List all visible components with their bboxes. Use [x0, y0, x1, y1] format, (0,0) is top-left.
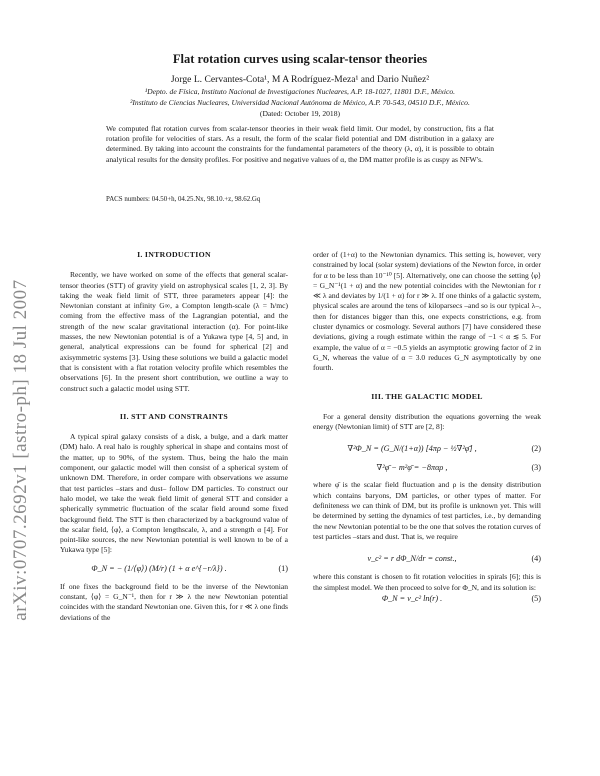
- equation-3-body: ∇²φ̄ − m²φ̄ = −8παρ ,: [376, 463, 448, 473]
- continued-paragraph: order of (1+α) to the Newtonian dynamics. This setting is, however, very constrained by local (solar system) deviations of the Newton force, in order for α to be less than 10⁻¹⁰ [5]. Alternatively, one can choose the setting ⟨φ⟩ = G_N⁻¹(1 + α) and the new potential coincides with the Newtonian for r ≪ λ and deviates by 1/(1 + α) for r ≫ λ. If one thinks of a galactic system, physical scales are around the tens of kiloparsecs –and so is our typical λ–, then for distances bigger than this, one expects constrictions, e.g. from cluster dynamics or cosmology. Several authors [7] have considered these deviations, giving a rough estimate within the range of −1 < α ≲ 5. For example, the value of α = −0.5 yields an asymptotic growing factor of 2 in G_N, whereas the value of α = 3.0 reduces G_N asymptotically by one fourth.: [313, 250, 542, 373]
- affiliation-1: ¹Depto. de Física, Instituto Nacional de Investigaciones Nucleares, A.P. 18-1027, 11801 D.F., México.: [144, 87, 456, 96]
- paper-title: Flat rotation curves using scalar-tensor theories: [172, 52, 428, 66]
- affiliation-2: ²Instituto de Ciencias Nucleares, Universidad Nacional Autónoma de México, A.P. 70-543, 04510 D.F., México.: [130, 98, 470, 107]
- pacs-numbers: PACS numbers: 04.50+h, 04.25.Nx, 98.10.+z, 98.62.Gq: [106, 196, 261, 203]
- stt-paragraph: A typical spiral galaxy consists of a disk, a bulge, and a dark matter (DM) halo. A real halo is roughly spherical in shape and contains most of the matter, up to 90%, of the system. Thus, being the halo the main component, our galactic model will then consist of a spherical system of unknown DM. Therefore, in order compare with observations we assume that test particles –stars and dust– follow DM particles. To construct our halo model, we take the weak field limit of general STT and consider a spherically symmetric fluctuation of the scalar field around some fixed background field. The STT is then characterized by a background value of the scalar field, ⟨φ⟩, a Compton lengthscale, λ, and a strength α [4]. For point-like sources, the new Newtonian potential is well known to be of a Yukawa type [5]:: [60, 432, 288, 555]
- left-column: [60, 250, 288, 623]
- equation-3-number: (3): [531, 463, 541, 473]
- post-equation-1-paragraph: If one fixes the background field to be the inverse of the Newtonian constant, ⟨φ⟩ = G_N⁻¹, then for r ≫ λ the new Newtonian potential coincides with the standard Newtonian one. Given this, for r ≪ λ one finds deviations of the: [60, 581, 288, 622]
- introduction-paragraph: Recently, we have worked on some of the effects that general scalar-tensor theories (STT) of gravity yield on astrophysical scales [1, 2, 3]. By taking the weak field limit of STT, three parameters appear [4]: the Newtonian constant at infinity G∞, a Compton length-scale (λ = ħ/mc) coming from the effective mass of the Lagrangian potential, and the strength of the new scalar gravitational interaction (α). For point-like masses, the new Newtonian potential is of a Yukawa type [4, 5] and, in general, analytical expressions can be found for spherical [2] and axisymmetric systems [3]. Using these solutions we build a galactic model that is consistent with a flat rotation velocity profile which resembles the observations [6]. In the present short contribution, we outline a way to construct such a galactic model using STT.: [60, 270, 288, 393]
- arxiv-identifier-stamp: arXiv:0707.2692v1 [astro-ph] 18 Jul 2007: [10, 279, 31, 621]
- equation-4: [313, 546, 541, 572]
- date-line: (Dated: October 19, 2018): [259, 109, 341, 118]
- equation-5: [313, 593, 541, 607]
- equation-2: [313, 436, 541, 462]
- post-equation-4-paragraph: where this constant is chosen to fit rotation velocities in spirals [6]; this is the simplest model. We then proceed to solve for Φ_N, and its solution is:: [313, 572, 541, 592]
- equation-1: [60, 556, 288, 582]
- abstract: We computed flat rotation curves from scalar-tensor theories in their weak field limit. Our model, by construction, fits a flat rotation profile for velocities of stars. As a result, the form of the scalar field potential and DM distribution in a galaxy are determined. By taking into account the constraints for the fundamental parameters of the theory (λ, α), it is possible to obtain analytical results for the density profiles. For positive and negative values of α, the DM matter profile is as cuspy as NFW's.: [106, 124, 494, 164]
- equation-5-body: Φ_N = v_c² ln(r) .: [381, 593, 443, 603]
- author-list: Jorge L. Cervantes-Cota¹, M A Rodríguez-Meza¹ and Dario Nuñez²: [170, 74, 430, 85]
- right-column: [313, 250, 541, 607]
- galactic-model-paragraph: For a general density distribution the equations governing the weak energy (Newtonian limit) of STT are [2, 8]:: [313, 411, 541, 432]
- equation-4-number: (4): [531, 554, 541, 564]
- section-heading-stt-constraints: II. STT AND CONSTRAINTS: [119, 411, 229, 421]
- equation-2-body: ∇²Φ_N = (G_N/(1+α)) [4πρ − ½∇²φ̄] ,: [347, 444, 477, 454]
- equation-5-number: (5): [531, 593, 541, 603]
- equation-3: [313, 462, 541, 476]
- equation-1-body: Φ_N = − (1/⟨φ⟩) (M/r) (1 + α e^{−r/λ}) .: [91, 563, 227, 573]
- section-heading-galactic-model: III. THE GALACTIC MODEL: [371, 391, 483, 401]
- equation-1-number: (1): [278, 563, 288, 573]
- equation-4-body: v_c² = r dΦ_N/dr = const.,: [367, 554, 457, 564]
- equation-2-number: (2): [531, 444, 541, 454]
- post-equation-3-paragraph: where φ̄ is the scalar field fluctuation and ρ is the density distribution which contains baryons, DM particles, or other types of matter. For definiteness we can think of DM, but its profile is unknown yet. This will be determined by setting the dynamics of test particles, i.e., by demanding the new Newtonian potential to be the one that solves the rotation curves of test particles –stars and dust. That is, we require: [313, 480, 541, 541]
- section-heading-introduction: I. INTRODUCTION: [137, 250, 211, 259]
